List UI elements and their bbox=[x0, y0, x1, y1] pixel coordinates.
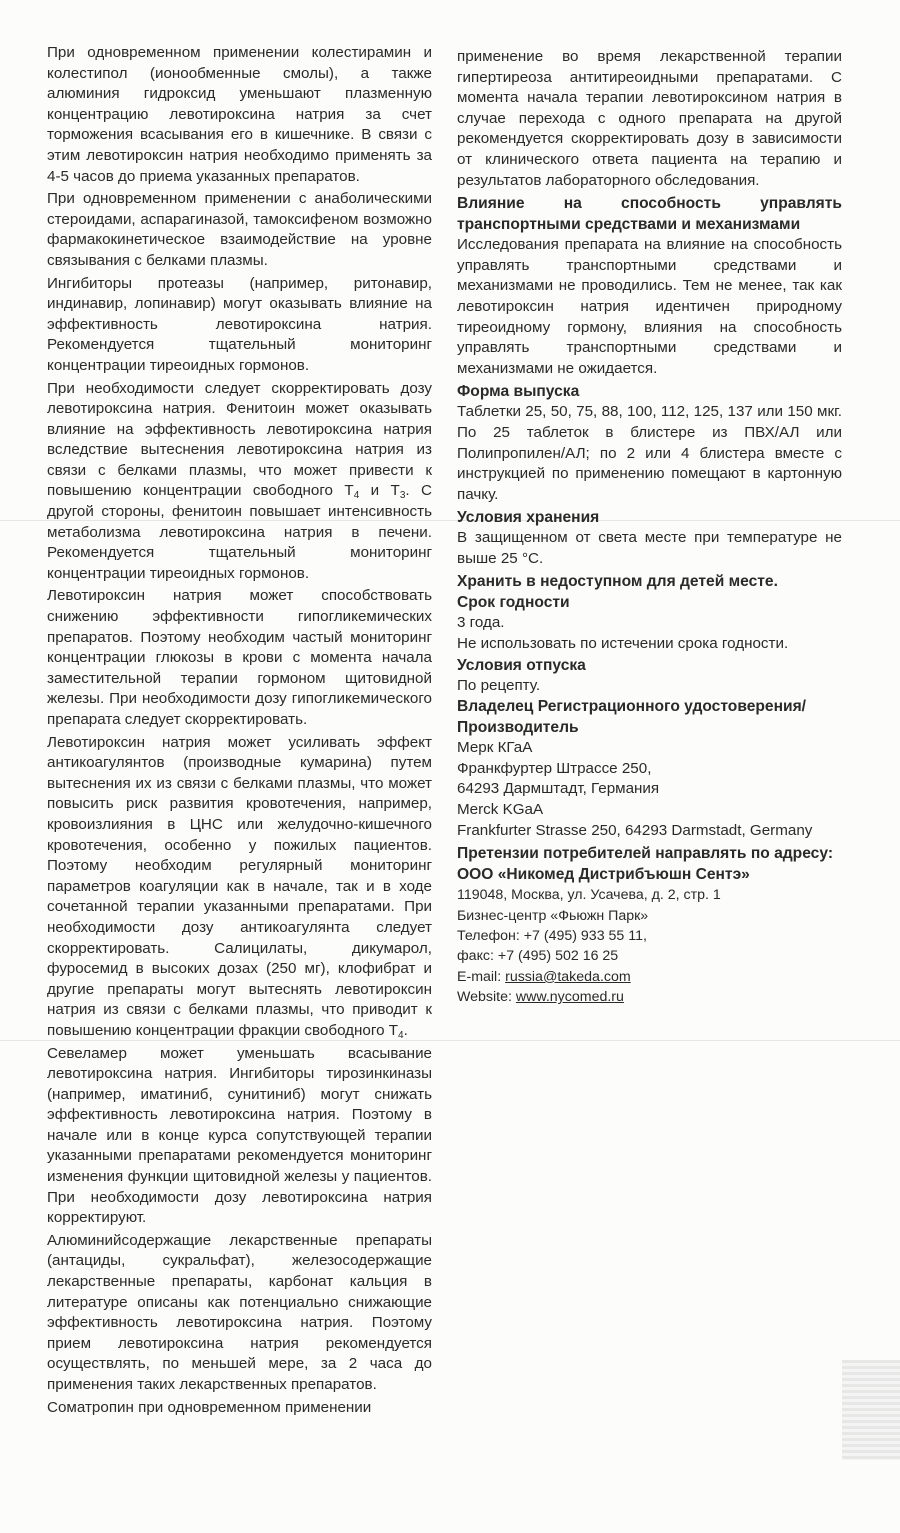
heading-claims: Претензии потребителей направлять по адресу: bbox=[457, 845, 834, 863]
paper-edge-texture bbox=[842, 1360, 900, 1460]
email-line bbox=[457, 967, 842, 987]
heading-children: Хранить в недоступном для детей месте. bbox=[457, 573, 778, 591]
paragraph-storage: В защищенном от света месте при температуре не выше 25 °С. bbox=[457, 529, 842, 567]
claims-line: факс: +7 (495) 502 16 25 bbox=[457, 948, 619, 965]
subscript-4: 4 bbox=[398, 1029, 404, 1041]
heading-owner: Владелец Регистрационного удостоверения/ Производитель bbox=[457, 698, 807, 737]
paragraph-protease-inhibitors: Ингибиторы протеазы (например, ритонавир, индинавир, лопинавир) могут оказывать влияние на эффективность левотироксина натрия. Рекомендуется тщательный мониторинг концентрации тиреоидных гормонов. bbox=[47, 274, 432, 374]
email-label: E-mail: bbox=[457, 968, 506, 985]
heading-dispensing: Условия отпуска bbox=[457, 656, 586, 674]
claims-contact-block bbox=[457, 885, 842, 1007]
claims-company: ООО «Никомед Дистрибъюшн Сентэ» bbox=[457, 866, 750, 884]
shelf-life-value: 3 года. bbox=[457, 614, 505, 632]
claims-line: Бизнес-центр «Фьюжн Парк» bbox=[457, 907, 649, 924]
heading-storage: Условия хранения bbox=[457, 509, 600, 527]
phenytoin-text-cont: . С другой стороны, фенитоин повышает интенсивность метаболизма левотироксина натрия в печени. Рекомендуется тщательный мониторинг концентрации тиреоидных гормонов. bbox=[47, 482, 433, 582]
heading-driving: Влияние на способность управлять транспортными средствами и механизмами bbox=[457, 195, 842, 234]
owner-address-en: Frankfurter Strasse 250, 64293 Darmstadt, Germany bbox=[457, 821, 813, 839]
paragraph-form: Таблетки 25, 50, 75, 88, 100, 112, 125, 137 или 150 мкг. По 25 таблеток в блистере из ПВХ/АЛ или Полипропилен/АЛ; по 2 или 4 блистера вместе с инструкцией по применению помещают в картонную пачку. bbox=[457, 403, 842, 503]
owner-line: Франкфуртер Штрассе 250, bbox=[457, 759, 652, 777]
left-text-column bbox=[47, 43, 432, 1420]
right-text-column bbox=[457, 47, 842, 1008]
owner-line: 64293 Дармштадт, Германия bbox=[457, 780, 660, 798]
claims-line: Телефон: +7 (495) 933 55 11, bbox=[457, 928, 647, 945]
paragraph-hypoglycemic: Левотироксин натрия может способствовать снижению эффективности гипогликемических препаратов. Поэтому необходим частый мониторинг концентрации глюкозы в крови с момента начала заместительной терапии гормоном щитовидной железы. При необходимости дозу гипогликемического препарата следует скорректировать. bbox=[47, 587, 432, 728]
heading-shelf-life: Срок годности bbox=[457, 594, 570, 612]
anticoagulants-text: Левотироксин натрия может усиливать эффект антикоагулянтов (производные кумарина) путем вытеснения их из связи с белками плазмы, что может повысить риск развития кровотечения, например, кровоизлияния в ЦНС или желудочно-кишечного кровотечения, особенно у пожилых пациентов. Поэтому необходим регулярный мониторинг параметров коагуляции как в начале, так и в ходе сочетанной терапии указанными препаратами. При необходимости дозу антикоагулянта следует скорректировать. Салицилаты, дикумарол, фуросемид в высоких дозах (250 мг), клофибрат и другие препараты могут вытеснять левотироксин натрия из связи с белками плазмы, что приводит к повышению концентрации фракции свободного T bbox=[47, 733, 432, 1039]
email-link[interactable]: russia@takeda.com bbox=[505, 968, 631, 985]
phenytoin-text: При необходимости следует скорректировать дозу левотироксина натрия. Фенитоин может оказывать влияние на эффективность левотироксина натрия вследствие вытеснения левотироксина натрия из связи с белками плазмы, что может привести к повышению концентрации свободного T bbox=[47, 379, 432, 500]
paragraph-aluminium: Алюминийсодержащие лекарственные препараты (антациды, сукральфат), железосодержащие лекарственные препараты, карбонат кальция в литературе описаны как потенциально снижающие эффективность левотироксина натрия. Поэтому прием левотироксина натрия рекомендуется осуществлять, по меньшей мере, за 2 часа до применения таких лекарственных препаратов. bbox=[47, 1231, 432, 1393]
subscript-3: 3 bbox=[399, 490, 406, 502]
heading-form: Форма выпуска bbox=[457, 383, 580, 401]
paragraph-sevelamer: Севеламер может уменьшать всасывание левотироксина натрия. Ингибиторы тирозинкиназы (например, иматиниб, сунитиниб) могут снижать эффективность левотироксина натрия. Поэтому в начале или в конце курса сопутствующей терапии указанными препаратами рекомендуется мониторинг изменения функции щитовидной железы у пациентов. При необходимости дозу левотироксина натрия корректируют. bbox=[47, 1044, 432, 1227]
paragraph-bile-acid-sequestrants: При одновременном применении колестирамин и колестипол (ионообменные смолы), а также алюминия гидроксид уменьшают плазменную концентрацию левотироксина натрия за счет торможения всасывания его в кишечнике. В связи с этим левотироксин натрия необходимо применять за 4-5 часов до приема указанных препаратов. bbox=[47, 44, 432, 185]
phenytoin-and: и T bbox=[359, 482, 400, 500]
website-line bbox=[457, 987, 842, 1007]
shelf-life-note: Не использовать по истечении срока годности. bbox=[457, 635, 789, 653]
paragraph-intro: применение во время лекарственной терапии гипертиреоза антитиреоидными препаратами. С момента начала терапии левотироксином натрия в случае перехода с одного препарата на другой рекомендуется скорректировать дозу в зависимости от клинического ответа пациента на терапию и результатов лабораторного обследования. bbox=[457, 48, 842, 189]
website-label: Website: bbox=[457, 989, 516, 1006]
paragraph-phenytoin bbox=[47, 379, 432, 585]
claims-line: 119048, Москва, ул. Усачева, д. 2, стр. 1 bbox=[457, 887, 721, 904]
subscript-4: 4 bbox=[353, 490, 360, 502]
paragraph-somatropin: Соматропин при одновременном применении bbox=[47, 1398, 372, 1416]
paragraph-anticoagulants bbox=[47, 733, 432, 1042]
website-link[interactable]: www.nycomed.ru bbox=[515, 989, 624, 1006]
paragraph-anabolic-steroids: При одновременном применении с анаболическими стероидами, аспарагиназой, тамоксифеном возможно фармакокинетическое взаимодействие на уровне связывания с белками плазмы. bbox=[47, 190, 432, 269]
paragraph-driving: Исследования препарата на влияние на способность управлять транспортными средствами и механизмами не проводились. Тем не менее, так как левотироксин натрия идентичен природному тиреоидному гормону, влияния на способность управлять транспортными средствами и механизмами не ожидается. bbox=[457, 236, 842, 377]
anticoagulants-end: . bbox=[403, 1021, 408, 1039]
owner-line: Мерк КГаА bbox=[457, 739, 533, 757]
dispensing-text: По рецепту. bbox=[457, 676, 541, 694]
owner-line: Merck KGaA bbox=[457, 801, 544, 819]
